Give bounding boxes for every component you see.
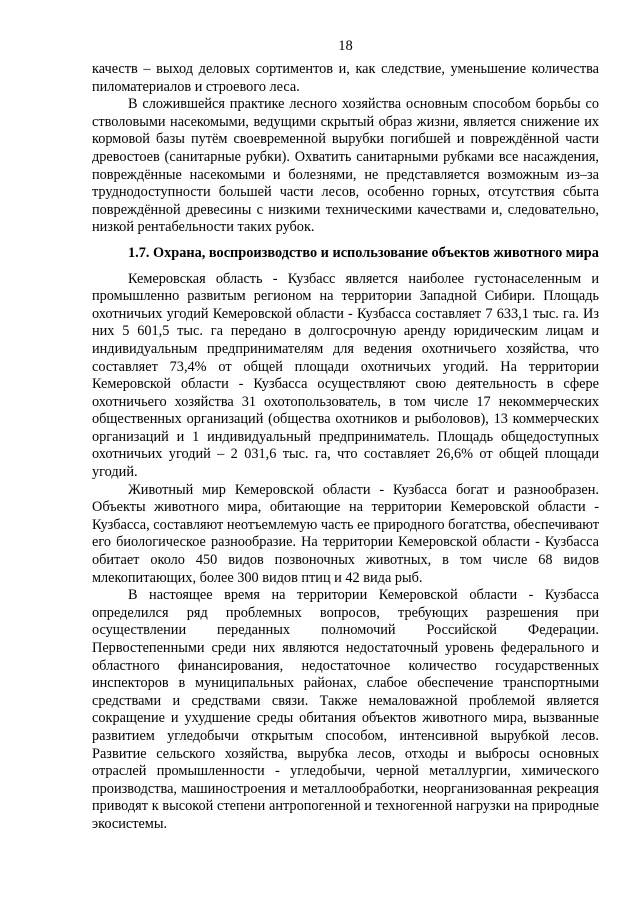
spacer	[92, 237, 599, 245]
paragraph-problems: В настоящее время на территории Кемеровской области - Кузбасса определился ряд проблемных вопросов, требующих разрешения при осуществлении переданных полномочий Российской Федерации. Первостепенными среди них являются недостаточный уровень федерального и областного финансирования, недостаточное количество государственных инспекторов в муниципальных районах, слабое обеспечение транспортными средствами и средствами связи. Также немаловажной проблемой является сокращение и ухудшение среды обитания объектов животного мира, вызванные развитием угледобычи открытым способом, интенсивной вырубкой лесов. Развитие сельского хозяйства, вырубка лесов, отходы и выбросы основных отраслей промышленности - угледобычи, черной металлургии, химического производства, машиностроения и металлообработки, неорганизованная рекреация приводят к высокой степени антропогенной и техногенной нагрузки на природные экосистемы.	[92, 587, 599, 832]
paragraph-continuation: качеств – выход деловых сортиментов и, как следствие, уменьшение количества пиломатериалов и строевого леса.	[92, 61, 599, 95]
paragraph-sanitary-felling: В сложившейся практике лесного хозяйства основным способом борьбы со стволовыми насекомыми, ведущими скрытый образ жизни, является снижение их кормовой базы путём своевременной вырубки погибшей и повреждённой части древостоев (санитарные рубки). Охватить санитарными рубками все насаждения, повреждённые насекомыми и болезнями, не представляется возможным из–за труднодоступности большей части лесов, особенно горных, отсутствия сбыта повреждённой древесины с низкими техническими качествами и, следовательно, низкой рентабельности таких рубок.	[92, 96, 599, 236]
page-number: 18	[338, 38, 353, 54]
paragraph-fauna: Животный мир Кемеровской области - Кузбасса богат и разнообразен. Объекты животного мира, обитающие на территории Кемеровской области - Кузбасса, составляют неотъемлемую часть ее природного богатства, обеспечивают его биологическое разнообразие. На территории Кемеровской области - Кузбасса обитает около 450 видов позвоночных животных, в том числе 68 видов млекопитающих, более 300 видов птиц и 42 вида рыб.	[92, 481, 599, 586]
spacer	[92, 263, 599, 271]
paragraph-hunting-grounds: Кемеровская область - Кузбасс является наиболее густонаселенным и промышленно развитым регионом на территории Западной Сибири. Площадь охотничьих угодий Кемеровской области - Кузбасса составляет 7 633,1 тыс. га. Из них 5 601,5 тыс. га передано в долгосрочную аренду юридическим лицам и индивидуальным предпринимателям для ведения охотничьего хозяйства, что составляет 73,4% от общей площади охотничьих угодий. На территории Кемеровской области - Кузбасса осуществляют свою деятельность в сфере охотничьего хозяйства 31 охотопользователь, в том числе 17 некоммерческих общественных организаций (общества охотников и рыболовов), 13 коммерческих организаций и 1 индивидуальный предприниматель. Площадь общедоступных охотничьих угодий – 2 031,6 тыс. га, что составляет 26,6% от общей площади угодий.	[92, 270, 599, 481]
body-text	[92, 61, 599, 834]
section-heading: 1.7. Охрана, воспроизводство и использование объектов животного мира	[128, 244, 599, 261]
document-page	[92, 0, 599, 905]
